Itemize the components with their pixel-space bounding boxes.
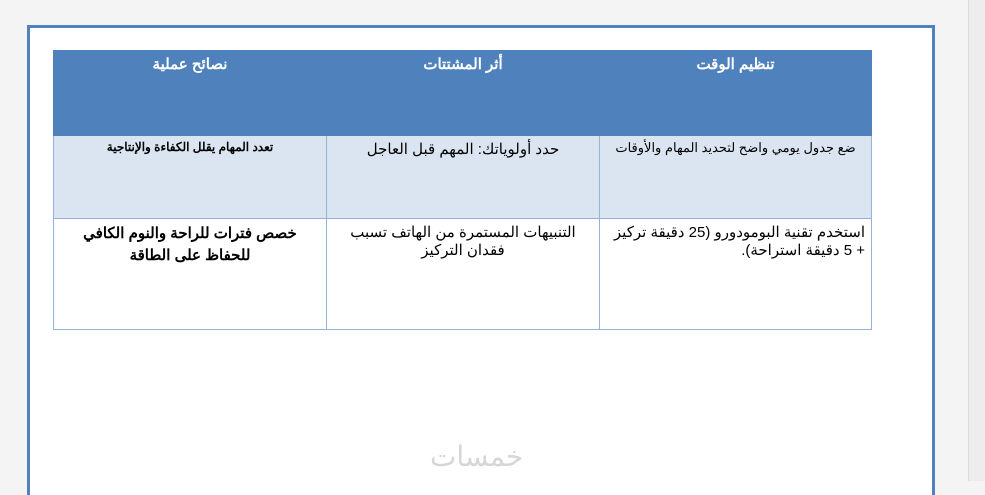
tips-table: [53, 50, 872, 330]
table-row: [54, 219, 872, 330]
header-distractions: أثر المشتتات: [327, 51, 600, 136]
table-cell: حدد أولوياتك: المهم قبل العاجل: [327, 136, 600, 219]
watermark-logo: خمسات: [430, 440, 524, 473]
table-cell: استخدم تقنية البومودورو (25 دقيقة تركيز + 5 دقيقة استراحة).: [600, 219, 872, 330]
table-cell: تعدد المهام يقلل الكفاءة والإنتاجية: [54, 136, 327, 219]
table-cell: خصص فترات للراحة والنوم الكافي للحفاظ على الطاقة: [54, 219, 327, 330]
table-header-row: [54, 51, 872, 136]
header-practical-tips: نصائح عملية: [54, 51, 327, 136]
table-row: [54, 136, 872, 219]
table-cell: التنبيهات المستمرة من الهاتف تسبب فقدان التركيز: [327, 219, 600, 330]
header-time-management: تنظيم الوقت: [600, 51, 872, 136]
scrollbar-track[interactable]: [968, 0, 985, 481]
table-cell: ضع جدول يومي واضح لتحديد المهام والأوقات: [600, 136, 872, 219]
